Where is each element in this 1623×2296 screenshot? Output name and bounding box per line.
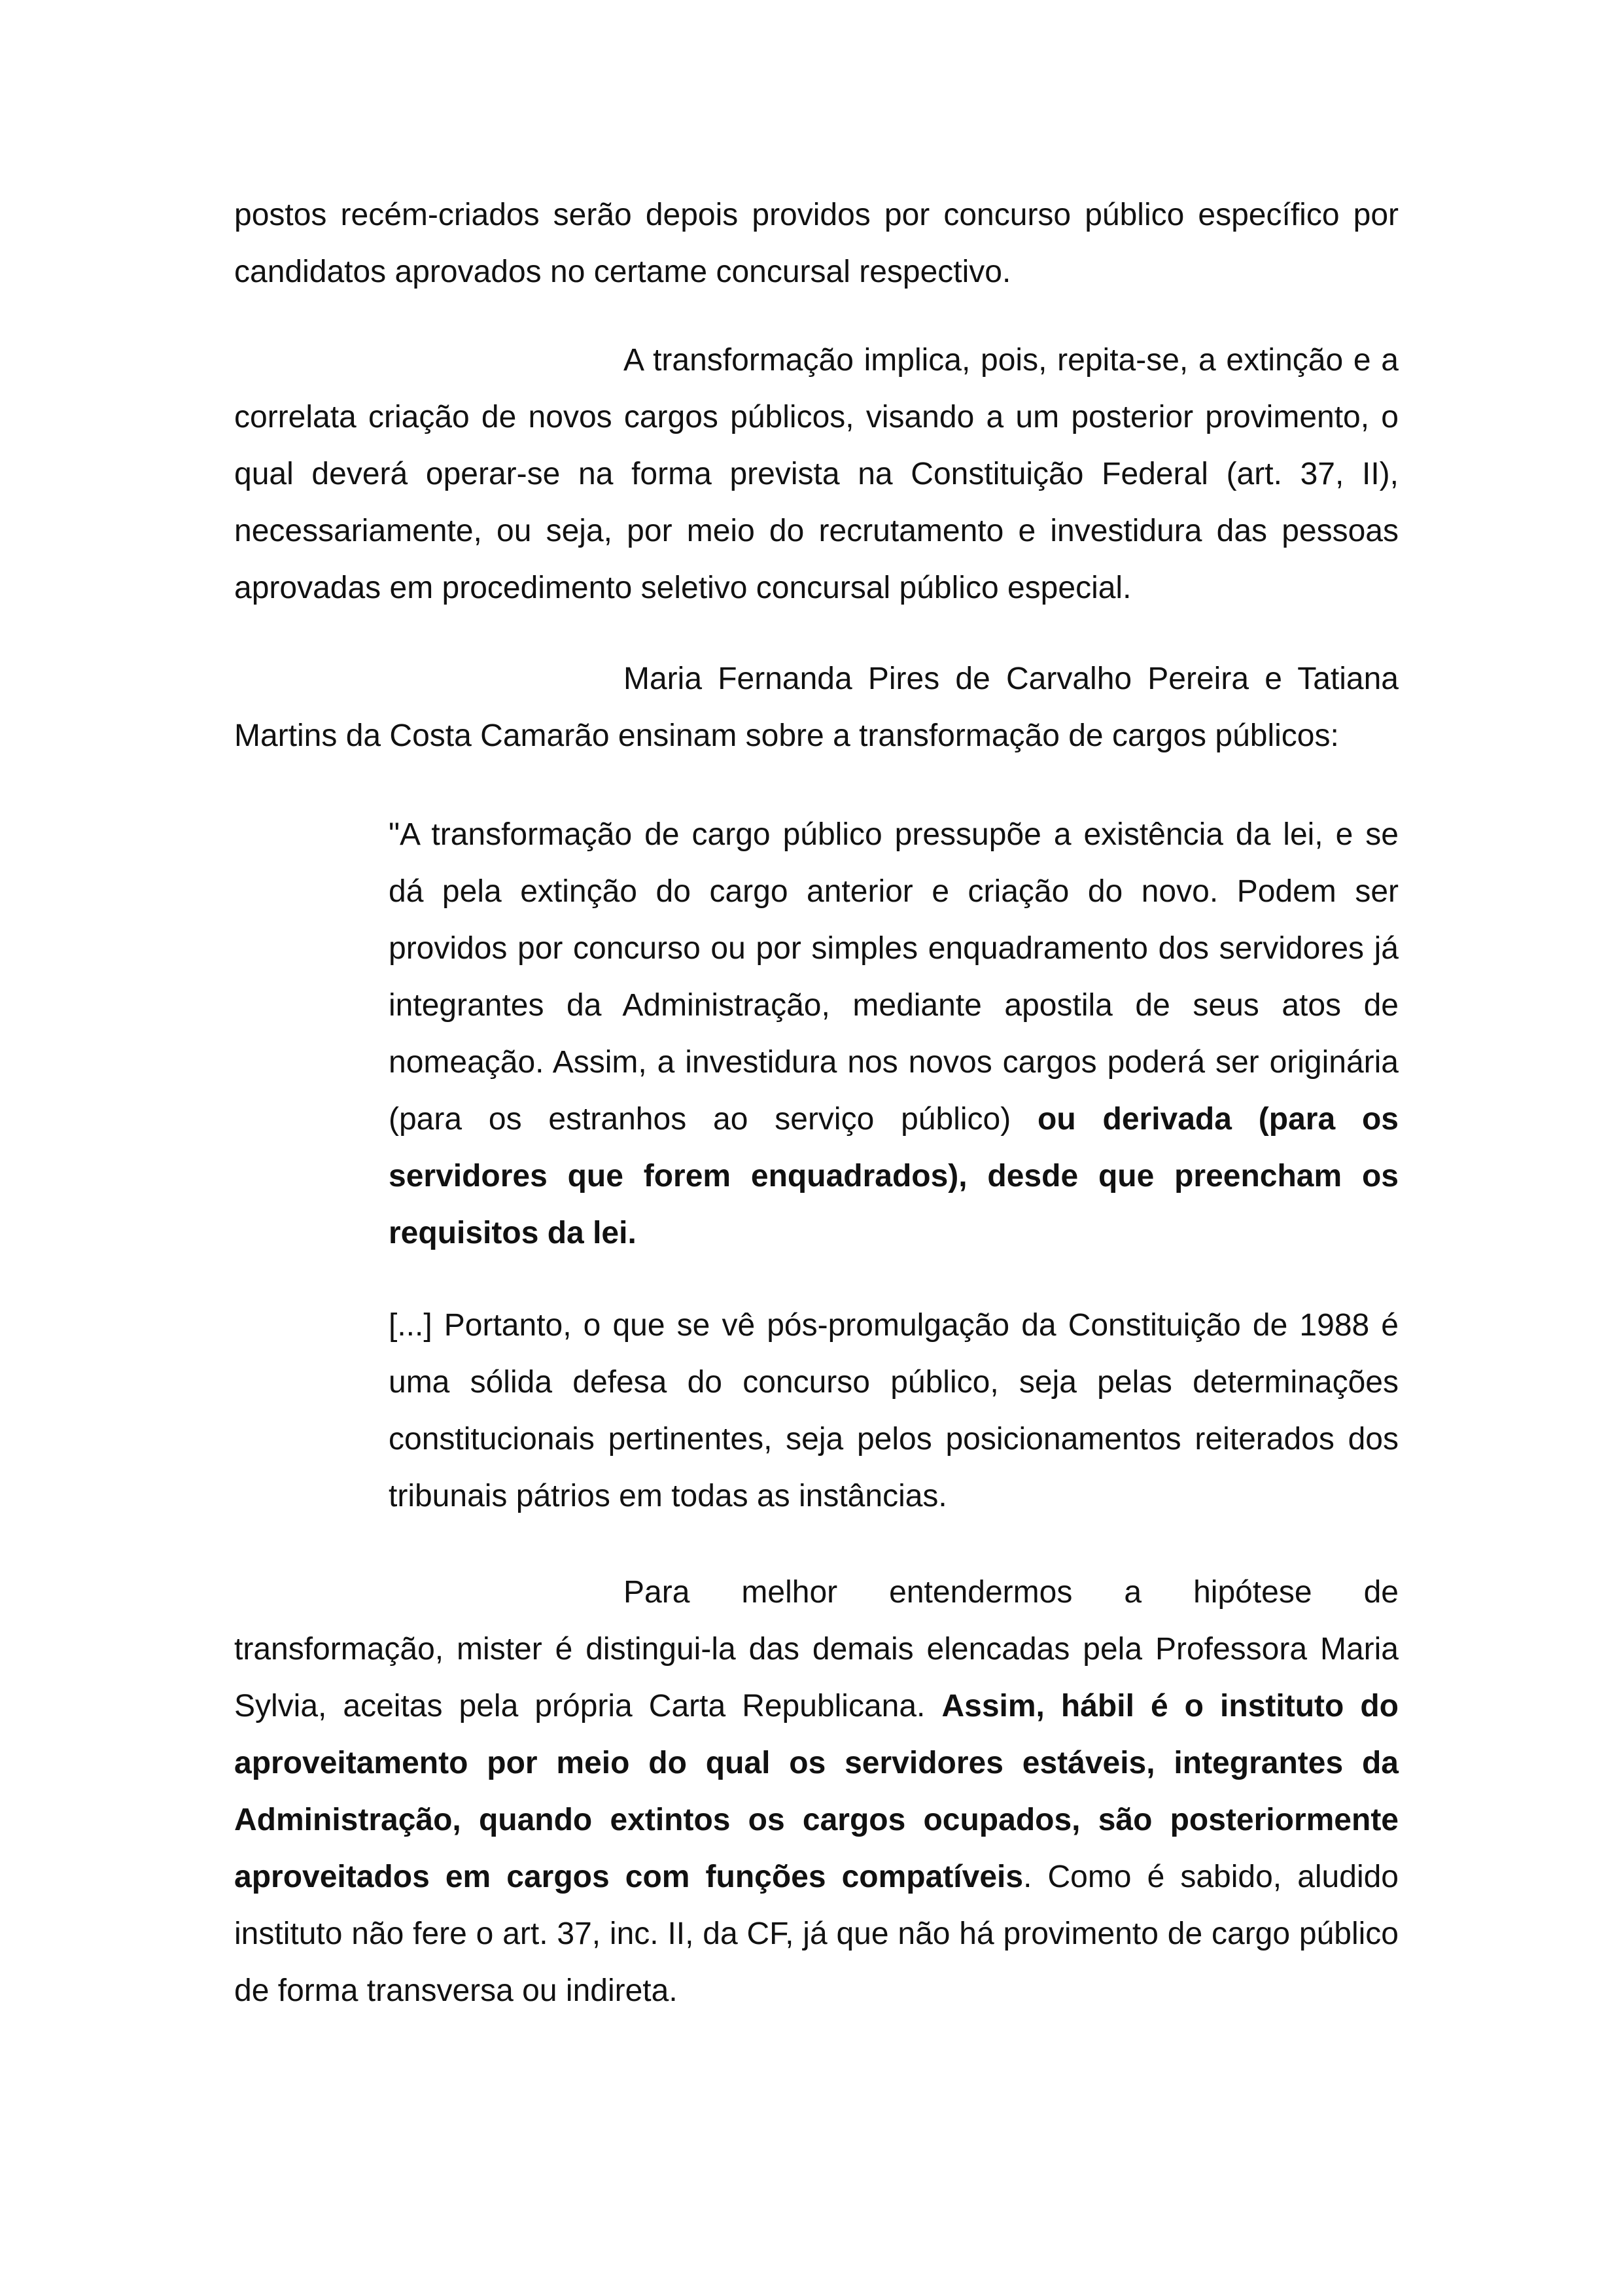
quote-1-bold-text: ou derivada (para os servidores que forem enquadrados), desde que preencham os requisitos da lei. [389, 1102, 1399, 1250]
quote-1-text: "A transformação de cargo público pressupõe a existência da lei, e se dá pela extinção do cargo anterior e criação do novo. Podem ser providos por concurso ou por simples enquadramento dos servidores já integrantes da Administração, mediante apostila de seus atos de nomeação. Assim, a investidura nos novos cargos poderá ser originária (para os estranhos ao serviço público) [389, 817, 1399, 1137]
paragraph-authors-intro: Maria Fernanda Pires de Carvalho Pereira e Tatiana Martins da Costa Camarão ensinam sobre a transformação de cargos públicos: [234, 662, 1399, 753]
paragraph-continuation: postos recém-criados serão depois providos por concurso público específico por candidatos aprovados no certame concursal respectivo. [234, 198, 1399, 289]
paragraph-transformation: A transformação implica, pois, repita-se, a extinção e a correlata criação de novos cargos públicos, visando a um posterior provimento, o qual deverá operar-se na forma prevista na Constituição Federal (art. 37, II), necessariamente, ou seja, por meio do recrutamento e investidura das pessoas aprovadas em procedimento seletivo concursal público especial. [234, 343, 1399, 605]
paragraph-4-text-start: Para melhor entendermos a hipótese de transformação, mister é distingui-la das demais elencadas pela Professora Maria Sylvia, aceitas pela própria Carta Republicana. [234, 1575, 1399, 1723]
block-quote-2: [...] Portanto, o que se vê pós-promulgação da Constituição de 1988 é uma sólida defesa do concurso público, seja pelas determinações constitucionais pertinentes, seja pelos posicionamentos reiterados dos tribunais pátrios em todas as instâncias. [389, 1308, 1399, 1513]
paragraph-4-text-end: . Como é sabido, aludido instituto não fere o art. 37, inc. II, da CF, já que não há provimento de cargo público de forma transversa ou indireta. [234, 1860, 1399, 2008]
paragraph-aproveitamento [234, 1564, 1399, 2019]
block-quote-1 [389, 806, 1399, 1262]
paragraph-4-bold-text: Assim, hábil é o instituto do aproveitamento por meio do qual os servidores estáveis, integrantes da Administração, quando extintos os cargos ocupados, são posteriormente aproveitados em cargos com funções compatíveis [234, 1689, 1399, 1894]
